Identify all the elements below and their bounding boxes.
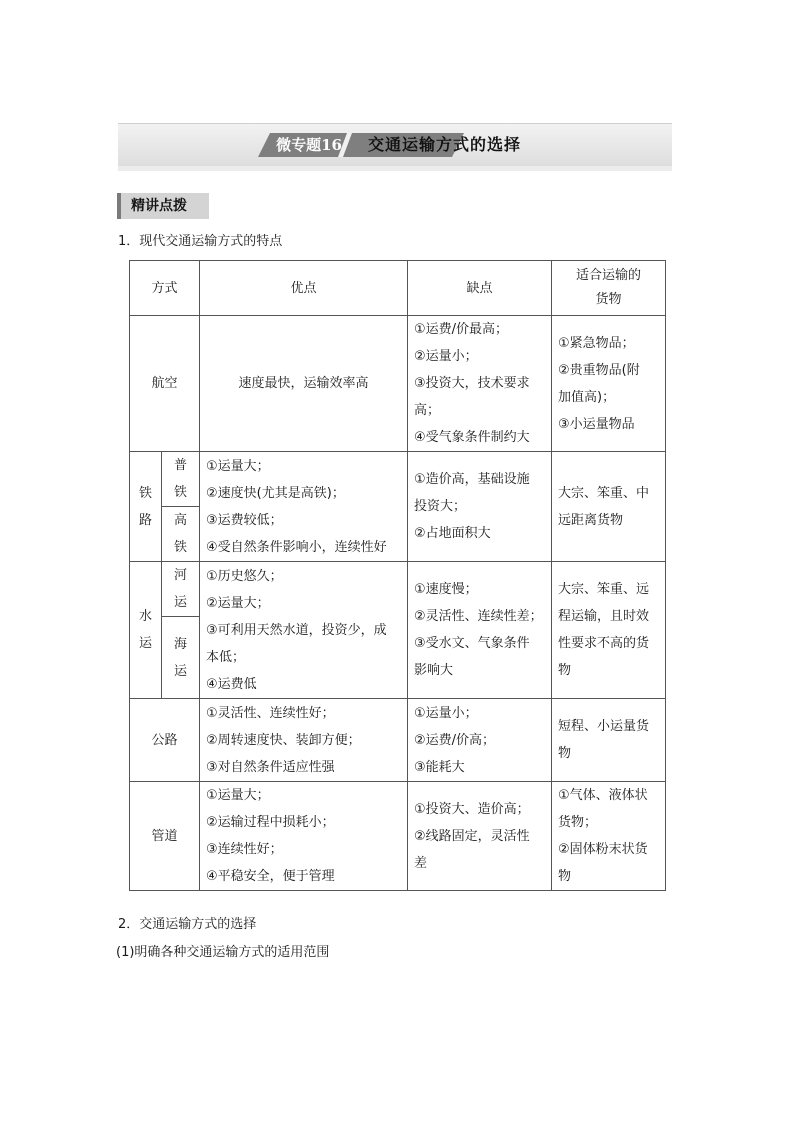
banner-divider	[118, 166, 672, 171]
mode-air: 航空	[130, 316, 200, 452]
road-cargo-line: 短程、小运量货	[558, 719, 650, 734]
air-cargo-line: 加值高)；	[558, 389, 616, 405]
heading-selection: 2．交通运输方式的选择	[118, 917, 257, 932]
air-cargo-line: ①紧急物品；	[558, 335, 635, 351]
submode-char: 铁	[174, 540, 188, 555]
header-pros: 优点	[200, 261, 408, 316]
air-cons-line: ②运量小；	[414, 349, 478, 364]
pipe-cargo-line: ②固体粉末状货	[558, 842, 648, 857]
pipe-cons	[408, 782, 552, 891]
mode-water-char: 运	[138, 636, 152, 651]
table-header-row	[130, 261, 666, 316]
water-cargo-line: 程运输，且时效	[558, 609, 650, 624]
pipe-cargo-line: 物	[558, 869, 572, 884]
header-cargo	[552, 261, 666, 316]
submode-char: 高	[174, 513, 188, 528]
table-row-air	[130, 316, 666, 452]
road-cons-line: ③能耗大	[414, 759, 465, 775]
header-cons: 缺点	[408, 261, 552, 316]
topic-tag: 微专题16	[276, 136, 342, 154]
transport-comparison-table	[129, 260, 666, 891]
mode-road: 公路	[130, 699, 200, 782]
pipe-cons-line: 差	[414, 855, 428, 871]
rail-cargo	[552, 452, 666, 562]
road-cons	[408, 699, 552, 782]
submode-river	[162, 562, 200, 617]
air-cons-line: ④受气象条件制约大	[414, 430, 530, 445]
page-title: 交通运输方式的选择	[368, 135, 522, 154]
table-row-rail	[130, 452, 666, 507]
water-pros-line: 本低；	[206, 649, 246, 665]
air-cons-line: ③投资大，技术要求	[414, 376, 530, 391]
water-pros-line: ②运量大；	[206, 595, 270, 611]
pipe-cargo	[552, 782, 666, 891]
submode-high-speed-rail	[162, 507, 200, 562]
mode-rail-char: 路	[138, 512, 152, 528]
water-pros-line: ①历史悠久；	[206, 568, 283, 584]
air-cargo-line: ②贵重物品(附	[558, 362, 640, 378]
submode-char: 海	[174, 636, 188, 652]
water-cargo	[552, 562, 666, 699]
air-cons-line: 高；	[414, 403, 441, 418]
submode-char: 铁	[174, 485, 188, 500]
table-row-pipeline	[130, 782, 666, 891]
water-cargo-line: 大宗、笨重、远	[558, 582, 650, 597]
road-cargo-line: 物	[558, 746, 572, 761]
water-cons	[408, 562, 552, 699]
pipe-pros-line: ③连续性好；	[206, 842, 283, 857]
rail-cons-line: 投资大；	[414, 499, 467, 514]
water-cons-line: 影响大	[414, 663, 454, 678]
rail-pros-line: ①运量大；	[206, 458, 270, 474]
table-row-road	[130, 699, 666, 782]
rail-cargo-line: 远距离货物	[558, 512, 624, 528]
air-cons-line: ①运费/价最高；	[414, 322, 509, 337]
road-cons-line: ①运量小；	[414, 705, 478, 721]
submode-char: 运	[174, 663, 188, 679]
mode-water	[130, 562, 162, 699]
road-pros-line: ①灵活性、连续性好；	[206, 705, 335, 721]
water-cargo-line: 物	[558, 663, 572, 678]
air-cargo	[552, 316, 666, 452]
pipe-pros	[200, 782, 408, 891]
road-pros-line: ②周转速度快、装卸方便；	[206, 732, 361, 748]
road-pros	[200, 699, 408, 782]
pipe-cargo-line: 货物；	[558, 815, 598, 830]
water-cargo-line: 性要求不高的货	[558, 636, 650, 651]
header-cargo-line2: 货物	[595, 292, 622, 307]
rail-pros-line: ③运费较低；	[206, 512, 283, 528]
air-cons	[408, 316, 552, 452]
header-mode: 方式	[130, 261, 200, 316]
mode-pipeline: 管道	[130, 782, 200, 891]
road-pros-line: ③对自然条件适应性强	[206, 759, 335, 775]
rail-cons-line: ①造价高，基础设施	[414, 472, 530, 487]
rail-cargo-line: 大宗、笨重、中	[558, 485, 650, 501]
submode-regular-rail	[162, 452, 200, 507]
section-label	[117, 193, 209, 219]
mode-water-char: 水	[138, 609, 152, 624]
pipe-pros-line: ④平稳安全，便于管理	[206, 869, 335, 884]
water-pros-line: ④运费低	[206, 676, 257, 692]
pipe-pros-line: ①运量大；	[206, 788, 270, 803]
air-pros: 速度最快，运输效率高	[200, 316, 408, 452]
road-cargo	[552, 699, 666, 782]
rail-pros-line: ④受自然条件影响小，连续性好	[206, 539, 387, 555]
water-cons-line: ③受水文、气象条件	[414, 636, 530, 651]
pipe-pros-line: ②运输过程中损耗小；	[206, 815, 335, 830]
subheading-scope: (1)明确各种交通运输方式的适用范围	[116, 945, 330, 960]
mode-rail	[130, 452, 162, 562]
pipe-cons-line: ①投资大、造价高；	[414, 801, 530, 817]
submode-char: 河	[174, 568, 188, 583]
water-pros-line: ③可利用天然水道，投资少，成	[206, 622, 387, 638]
topic-banner	[118, 123, 672, 166]
water-pros	[200, 562, 408, 699]
pipe-cargo-line: ①气体、液体状	[558, 788, 648, 803]
table-row-water	[130, 562, 666, 617]
submode-char: 普	[174, 458, 188, 473]
submode-char: 运	[174, 595, 188, 610]
water-cons-line: ①速度慢；	[414, 582, 478, 597]
mode-rail-char: 铁	[138, 485, 152, 501]
section-label-text: 精讲点拨	[131, 198, 187, 214]
submode-sea	[162, 617, 200, 699]
water-cons-line: ②灵活性、连续性差；	[414, 609, 543, 624]
road-cons-line: ②运费/价高；	[414, 732, 496, 748]
header-cargo-line1: 适合运输的	[576, 268, 642, 283]
rail-pros-line: ②速度快(尤其是高铁)；	[206, 485, 345, 501]
rail-pros	[200, 452, 408, 562]
pipe-cons-line: ②线路固定，灵活性	[414, 828, 530, 844]
rail-cons	[408, 452, 552, 562]
air-cargo-line: ③小运量物品	[558, 416, 635, 432]
heading-features: 1．现代交通运输方式的特点	[118, 234, 283, 249]
rail-cons-line: ②占地面积大	[414, 526, 491, 541]
